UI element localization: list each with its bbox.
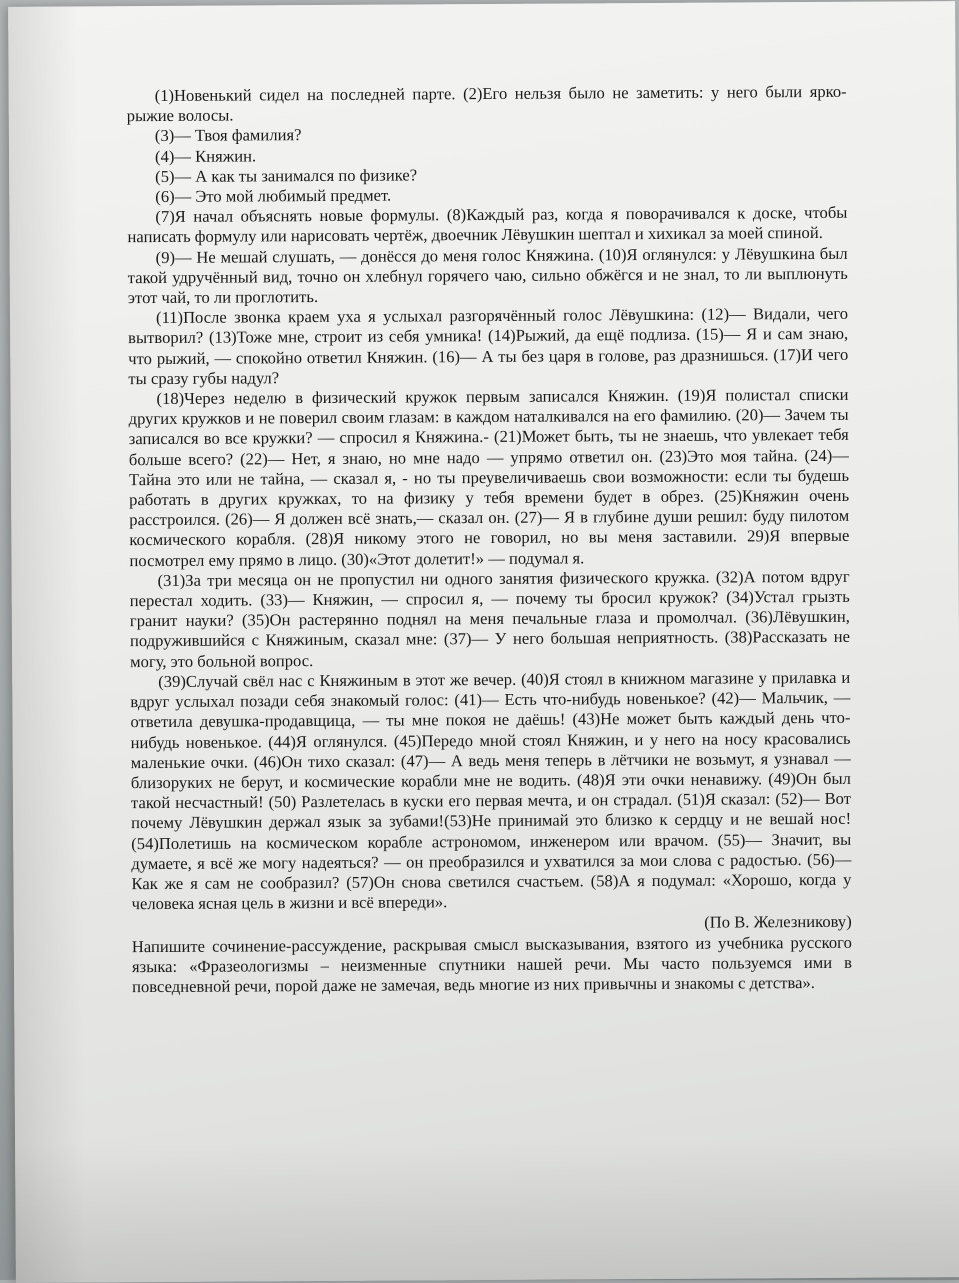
sheet-shadow-left <box>8 6 86 1282</box>
paragraph-4: (5)— А как ты занимался по физике? <box>155 165 418 186</box>
paragraph-3: (4)— Княжин. <box>154 146 257 166</box>
paragraph-1: (1)Новенький сидел на последней парте. (2)Его нельзя было не заметить: у него были ярко-рыжие волосы. <box>126 81 847 126</box>
essay-task: Напишите сочинение-рассуждение, раскрывая смысл высказывания, взятого из учебника русского языка: «Фразеологизмы – неизменные спутники нашей речи. Мы часто пользуемся ими в повседневной речи, порой даже не замечая, ведь многие из них привычны и знакомы с детства». <box>131 932 853 997</box>
paragraph-10: (31)За три месяца он не пропустил ни одного занятия физического кружка. (32)А потом вдруг перестал ходить. (33)— Княжин, — спросил я, — почему ты бросил кружок? (34)Устал грызть гранит науки? (35)Он растерянно поднял на меня печальные глаза и промолчал. (36)Лёвушкин, подружившийся с Княжиным, сказал мне: (37)— У него большая неприятность. (38)Рассказать не могу, это больной вопрос. <box>129 566 851 671</box>
paragraph-2: (3)— Твоя фамилия? <box>154 125 302 146</box>
paragraph-6: (7)Я начал объяснять новые формулы. (8)Каждый раз, когда я поворачивался к доске, чтобы написать формулу или нарисовать чертёж, двоечник Лёвушкин шептал и хихикал за моей спиной. <box>127 203 848 247</box>
paragraph-7: (9)— Не мешай слушать, — донёсся до меня голос Княжина. (10)Я оглянулся: у Лёвушкина был такой удручённый вид, точно он хлебнул горячего чаю, сильно обжёгся и не знал, то ли выплюнуть этот чай, то ли проглотить. <box>127 243 848 308</box>
paragraph-8: (11)После звонка краем уха я услыхал разгорячённый голос Лёвушкина: (12)— Видали, чего вытворил? (13)Тоже мне, строит из себя умника! (14)Рыжий, да ещё подлиза. (15)— Я и сам знаю, что рыжий, — спокойно ответил Княжин. (16)— А ты без царя в голове, раз дразнишься. (17)И чего ты сразу губы надул? <box>128 304 849 389</box>
sheet-shadow-bottom <box>15 1137 959 1283</box>
story-text <box>127 82 853 998</box>
paper-sheet <box>8 1 959 1283</box>
paragraph-5: (6)— Это мой любимый предмет. <box>155 185 392 207</box>
paragraph-11: (39)Случай свёл нас с Княжиным в этот же вечер. (40)Я стоял в книжном магазине у прилавка и вдруг услыхал позади себя знакомый голос: (41)— Есть что-нибудь новенькое? (42)— Мальчик, — ответила девушка-продавщица, — ты мне покоя не даёшь! (43)Не может быть каждый день что-нибудь новенькое. (44)Я оглянулся. (45)Передо мной стоял Княжин, и у него на носу красовались маленькие очки. (46)Он тихо сказал: (47)— А ведь меня теперь в лётчики не возьмут, я узнавал — близоруких не берут, и космические корабли мне не водить. (48)Я эти очки ненавижу. (49)Он был такой несчастный! (50) Разлетелась в куски его первая мечта, и он страдал. (51)Я сказал: (52)— Вот почему Лёвушкин держал язык за зубами!(53)Не принимай это близко к сердцу и не вешай нос! (54)Полетишь на космическом корабле астрономом, инженером или врачом. (55)— Значит, вы думаете, я всё же могу надеяться? — он преобразился и ухватился за мои слова с радостью. (56)— Как же я сам не сообразил? (57)Он снова светился счастьем. (58)А я подумал: «Хорошо, когда у человека ясная цель в жизни и всё впереди». <box>130 667 852 914</box>
attribution: (По В. Железникову) <box>704 912 852 932</box>
paragraph-9: (18)Через неделю в физический кружок первым записался Княжин. (19)Я полистал списки других кружков и не поверил своим глазам: в каждом наталкивался на его фамилию. (20)— Зачем ты записался во все кружки? — спросил я Княжина.- (21)Может быть, ты не знаешь, что увлекает тебя больше всего? (22)— Нет, я знаю, но мне надо — упрямо ответил он. (23)Это моя тайна. (24)— Тайна это или не тайна, — сказал я, - но ты преувеличиваешь свои возможности: если ты будешь работать в других кружках, то на физику у тебя времени будет в обрез. (25)Княжин очень расстроился. (26)— Я должен всё знать,— сказал он. (27)— Я в глубине души решил: буду пилотом космического корабля. (28)Я никому этого не говорил, но вы меня заставили. 29)Я впервые посмотрел ему прямо в лицо. (30)«Этот долетит!» — подумал я. <box>128 384 850 570</box>
